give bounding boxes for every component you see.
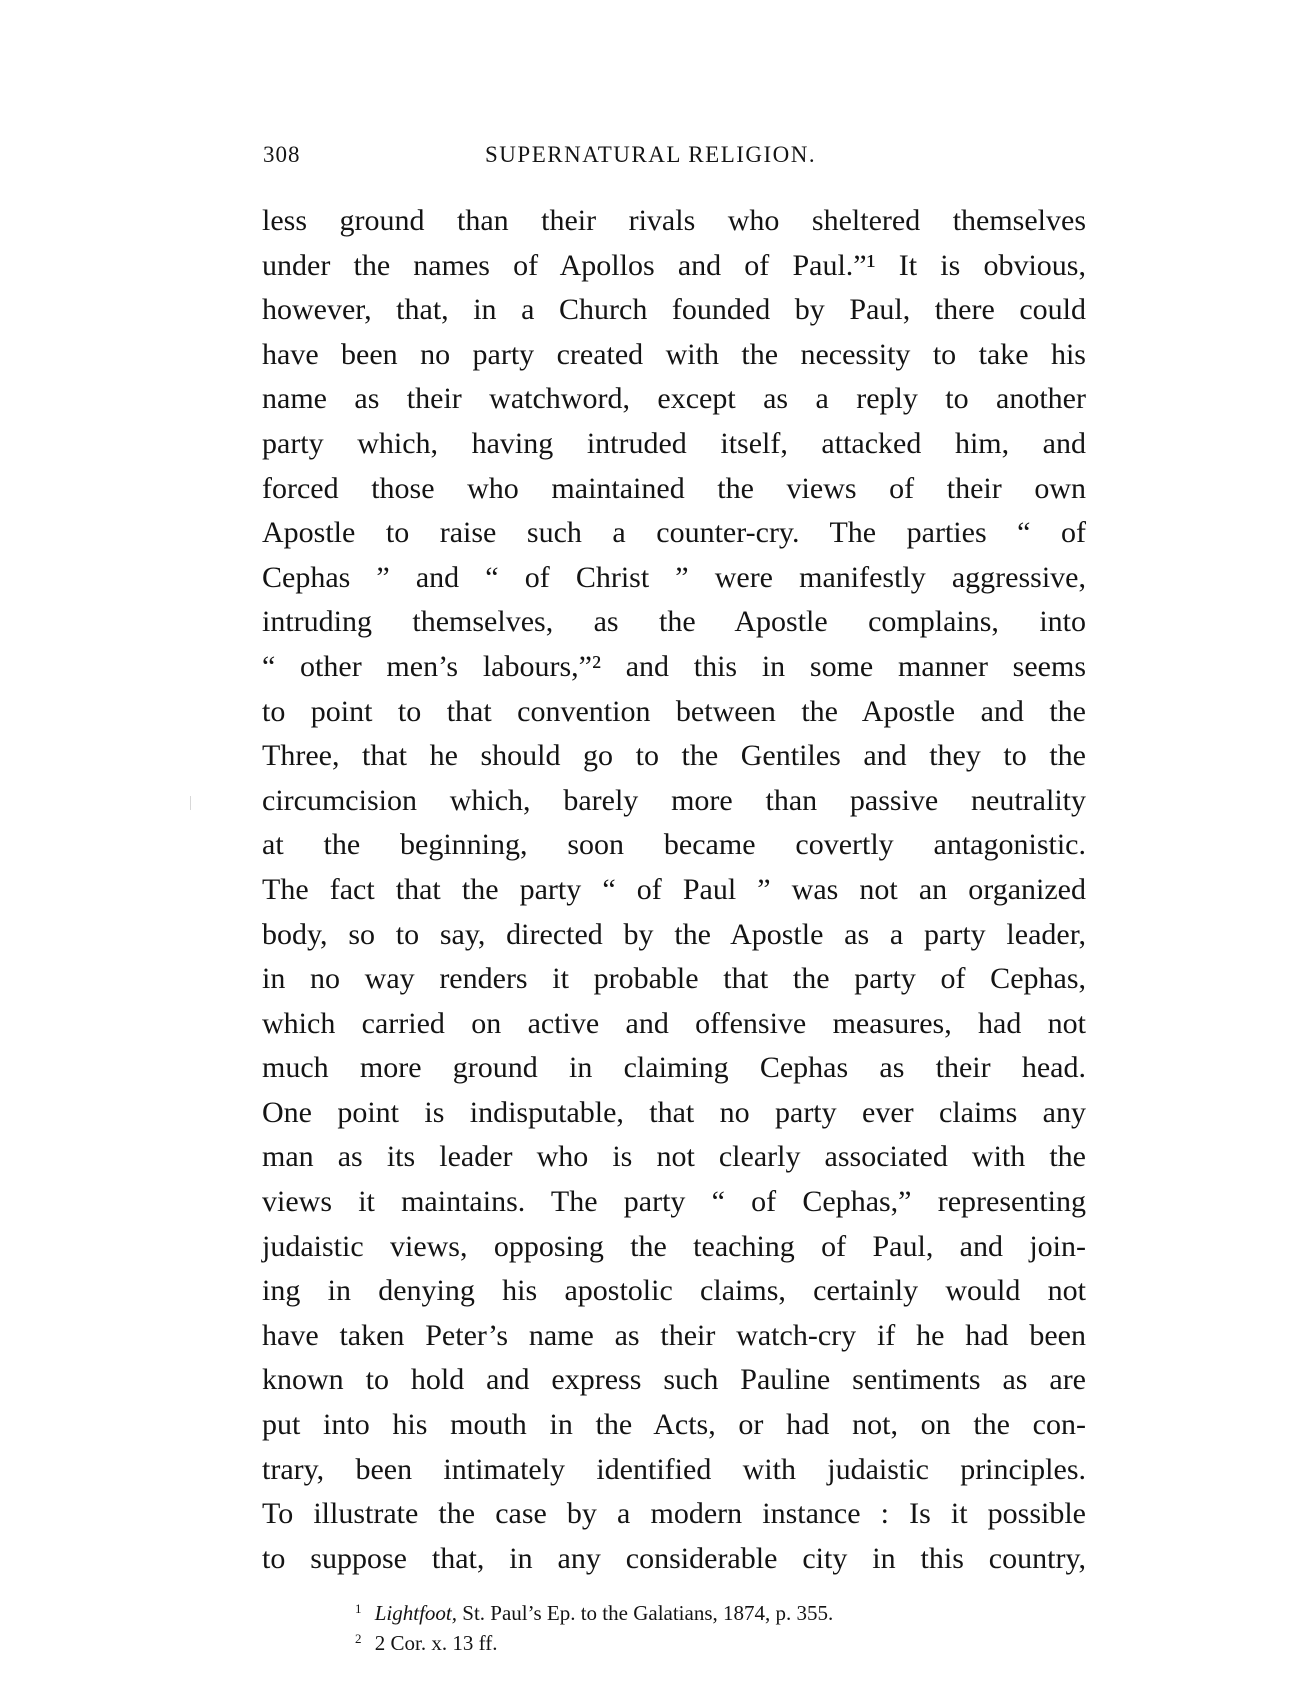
footnote-marker: 2 — [355, 1631, 362, 1646]
text-line: which carried on active and offensive measures, had not — [262, 1006, 1086, 1040]
footnotes — [355, 1594, 1055, 1654]
text-line: views it maintains. The party “ of Cephas,” representing — [262, 1185, 1086, 1219]
text-line: name as their watchword, except as a reply to another — [262, 382, 1086, 416]
text-line: ing in denying his apostolic claims, certainly would not — [262, 1274, 1086, 1308]
text-line: at the beginning, soon became covertly antagonistic. — [262, 828, 1086, 862]
text-line: To illustrate the case by a modern instance : Is it possible — [262, 1497, 1086, 1531]
page-number: 308 — [263, 142, 301, 167]
text-line: Apostle to raise such a counter-cry. The parties “ of — [262, 516, 1086, 550]
text-line: forced those who maintained the views of their own — [262, 471, 1086, 505]
text-line: circumcision which, barely more than passive neutrality — [262, 783, 1086, 817]
text-line: in no way renders it probable that the party of Cephas, — [262, 962, 1086, 996]
text-line: less ground than their rivals who sheltered themselves — [262, 204, 1086, 237]
text-line: body, so to say, directed by the Apostle as a party leader, — [262, 917, 1086, 951]
text-line: known to hold and express such Pauline sentiments as are — [262, 1363, 1086, 1397]
text-line: Cephas ” and “ of Christ ” were manifestly aggressive, — [262, 560, 1086, 594]
text-line: judaistic views, opposing the teaching of Paul, and join- — [262, 1229, 1086, 1263]
footnote-2 — [355, 1624, 1055, 1654]
text-line: intruding themselves, as the Apostle complains, into — [262, 605, 1086, 639]
text-line: have taken Peter’s name as their watch-cry if he had been — [262, 1318, 1086, 1352]
text-line: Three, that he should go to the Gentiles and they to the — [262, 739, 1086, 773]
text-line: however, that, in a Church founded by Paul, there could — [262, 293, 1086, 327]
text-line: to suppose that, in any considerable city in this country, — [262, 1541, 1086, 1575]
text-line: “ other men’s labours,”² and this in some manner seems — [262, 649, 1086, 683]
footnote-author: Lightfoot, — [374, 1601, 458, 1625]
text-line: under the names of Apollos and of Paul.”¹ It is obvious, — [262, 248, 1086, 282]
text-line: have been no party created with the necessity to take his — [262, 337, 1086, 371]
footnote-marker: 1 — [355, 1601, 362, 1616]
running-title: SUPERNATURAL RELIGION. — [485, 142, 817, 167]
text-line: trary, been intimately identified with judaistic principles. — [262, 1452, 1086, 1486]
text-line: One point is indisputable, that no party ever claims any — [262, 1095, 1086, 1129]
text-line: put into his mouth in the Acts, or had not, on the con- — [262, 1408, 1086, 1442]
text-line: man as its leader who is not clearly associated with the — [262, 1140, 1086, 1174]
footnote-text: St. Paul’s Ep. to the Galatians, 1874, p. 355. — [462, 1601, 834, 1625]
footnote-text: 2 Cor. x. 13 ff. — [374, 1631, 498, 1655]
text-line: party which, having intruded itself, attacked him, and — [262, 426, 1086, 460]
footnote-1 — [355, 1594, 1055, 1624]
text-line: much more ground in claiming Cephas as their head. — [262, 1051, 1086, 1085]
margin-mark — [190, 796, 191, 810]
body-text — [262, 199, 1086, 1581]
text-line: The fact that the party “ of Paul ” was not an organized — [262, 872, 1086, 906]
text-line: to point to that convention between the Apostle and the — [262, 694, 1086, 728]
running-head — [263, 142, 1087, 174]
